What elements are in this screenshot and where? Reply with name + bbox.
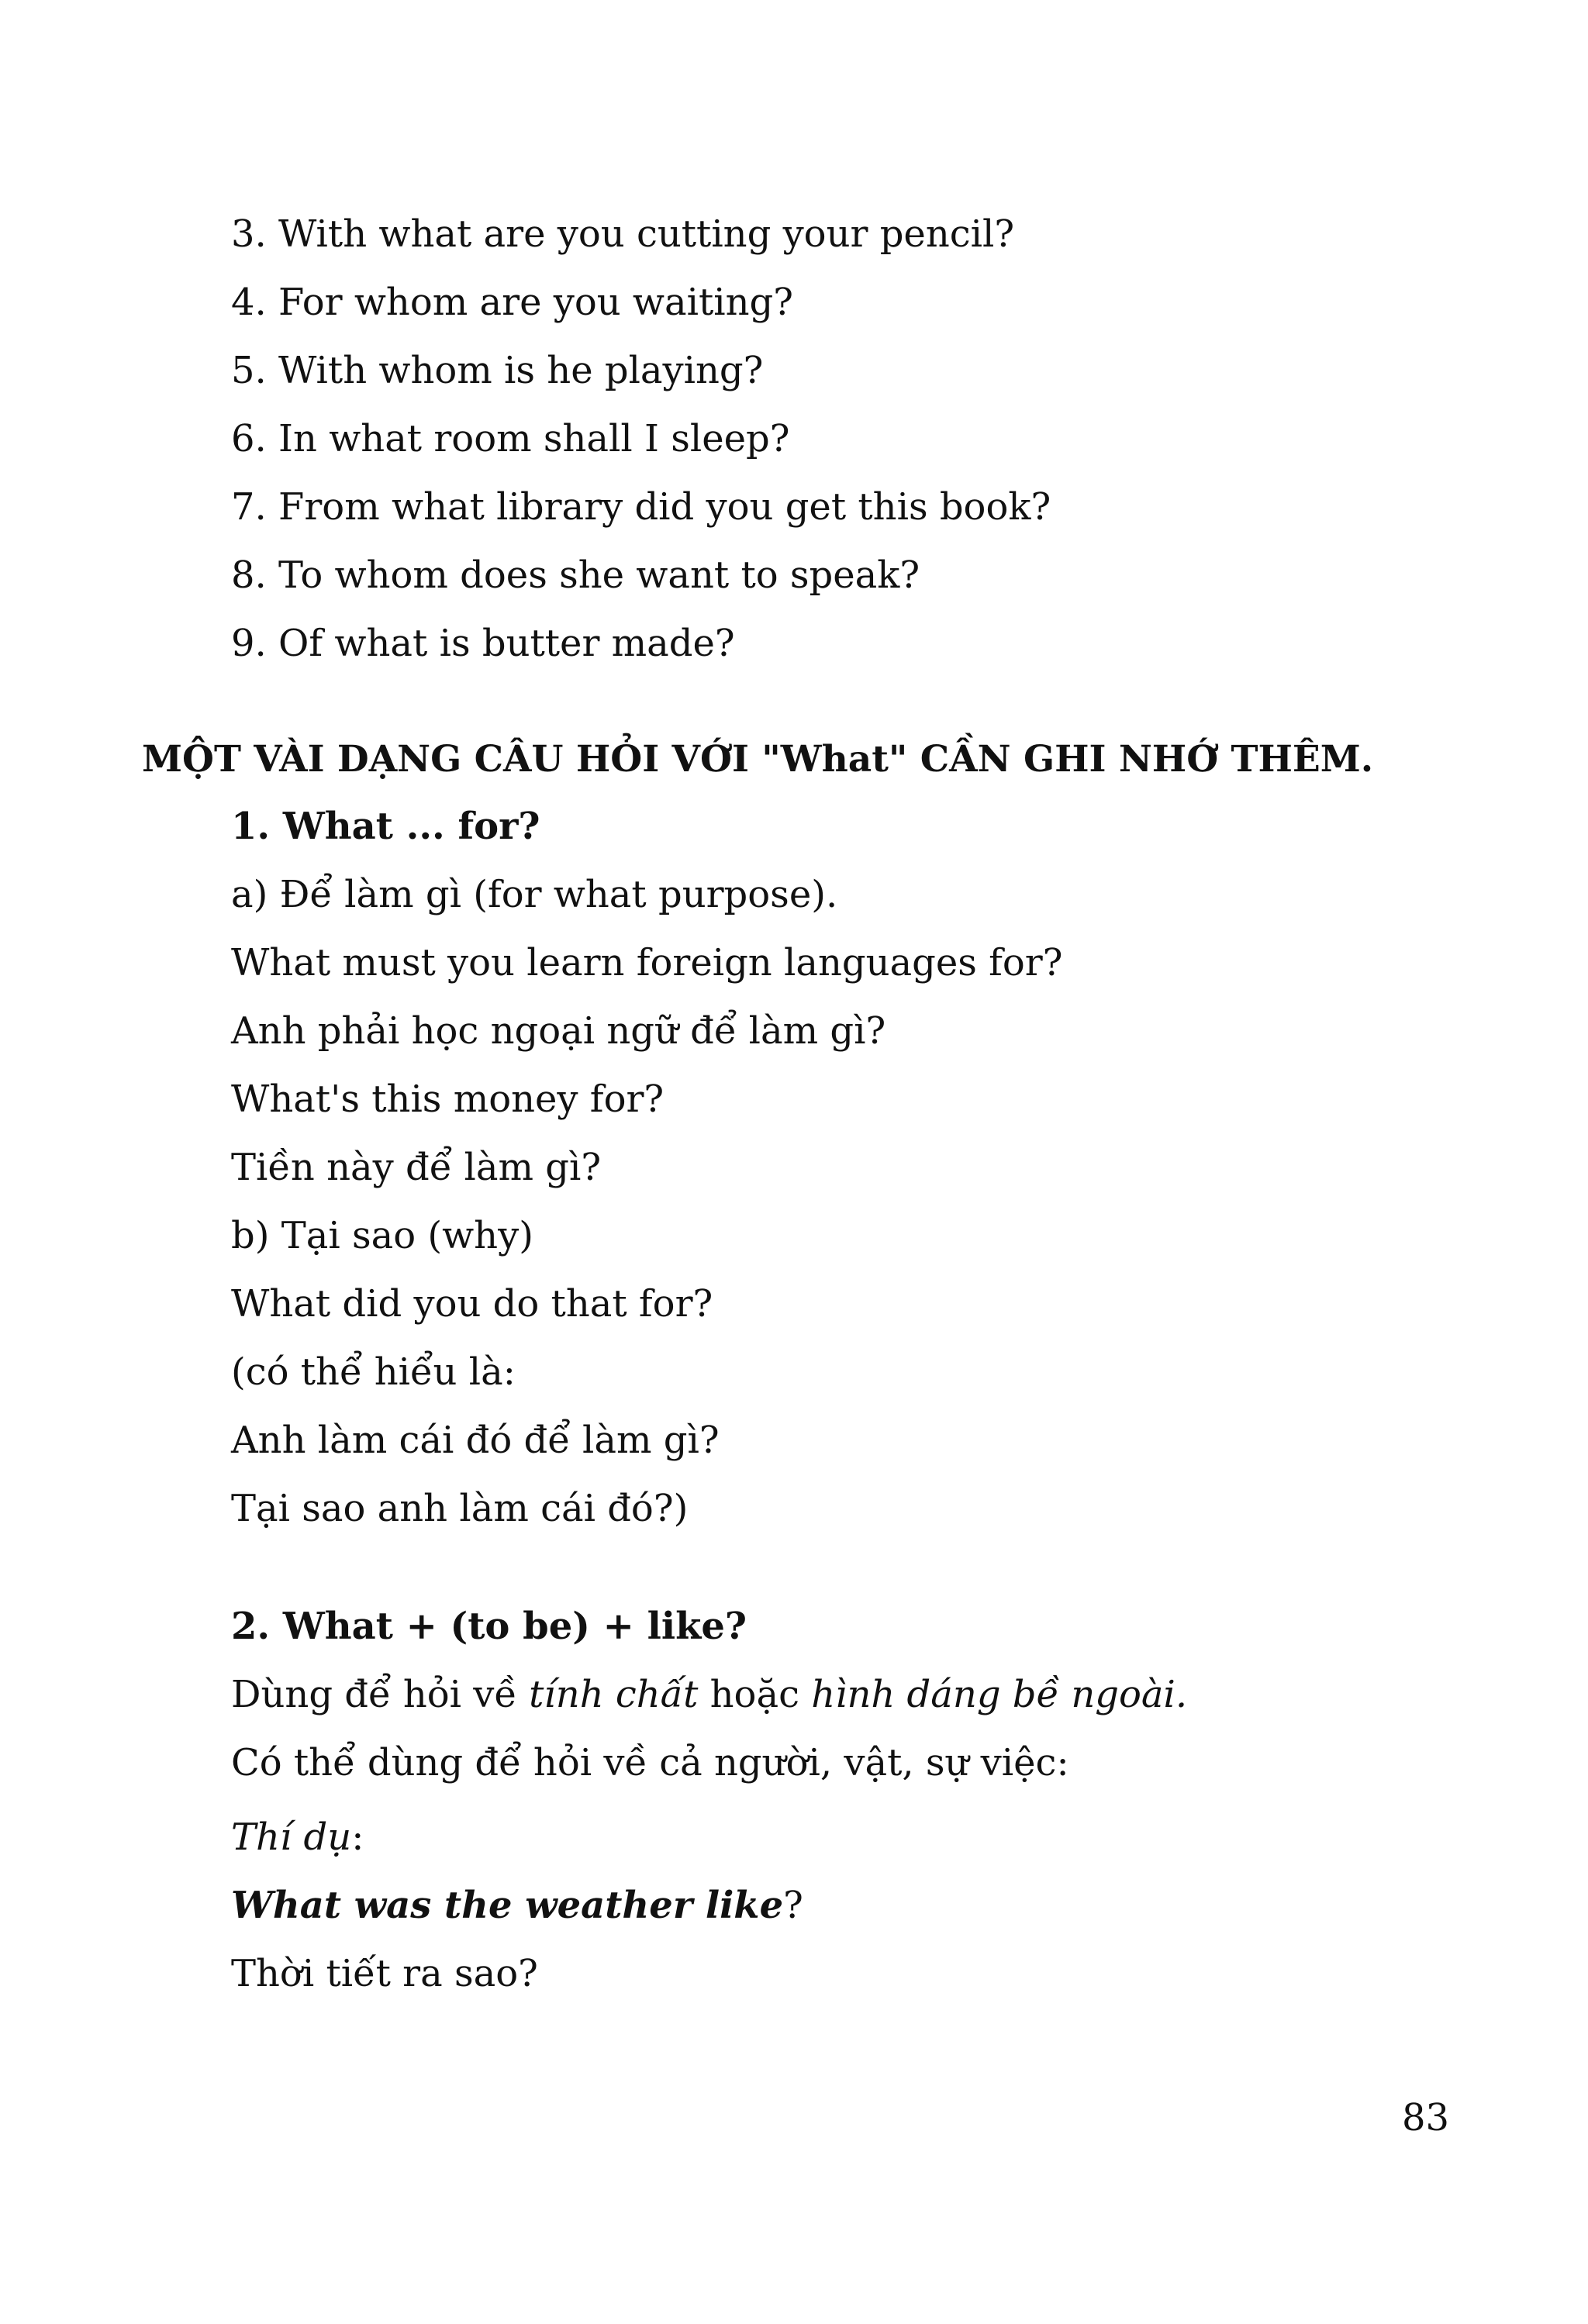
part1-line: (có thể hiểu là: bbox=[231, 1350, 516, 1394]
part1-line: Anh làm cái đó để làm gì? bbox=[231, 1419, 720, 1462]
example-label-line bbox=[231, 1814, 364, 1860]
part2-desc-emphasis: tính chất bbox=[529, 1673, 699, 1716]
part1-line: a) Để làm gì (for what purpose). bbox=[231, 873, 838, 916]
example-label: Thí dụ bbox=[231, 1815, 352, 1859]
part1-line: Tiền này để làm gì? bbox=[231, 1146, 602, 1189]
exercise-item: 4. For whom are you waiting? bbox=[231, 281, 793, 324]
exercise-item: 8. To whom does she want to speak? bbox=[231, 553, 920, 597]
part1-title: 1. What ... for? bbox=[231, 805, 540, 848]
part2-desc-prefix: Dùng để hỏi về bbox=[231, 1673, 530, 1716]
section-heading: MỘT VÀI DẠNG CÂU HỎI VỚI "What" CẦN GHI NHỚ THÊM. bbox=[142, 738, 1374, 781]
part2-desc-mid: hoặc bbox=[698, 1673, 812, 1716]
part2-description bbox=[231, 1671, 1187, 1718]
exercise-item: 7. From what library did you get this book? bbox=[231, 485, 1051, 529]
example-question: What was the weather like bbox=[231, 1884, 784, 1927]
example-question-line bbox=[231, 1882, 803, 1929]
part1-line: What's this money for? bbox=[231, 1078, 665, 1121]
example-question-mark: ? bbox=[783, 1884, 803, 1927]
page-number: 83 bbox=[1402, 2096, 1450, 2140]
part1-line: What did you do that for? bbox=[231, 1282, 713, 1326]
exercise-item: 5. With whom is he playing? bbox=[231, 349, 764, 392]
part2-line: Có thể dùng để hỏi về cả người, vật, sự việc: bbox=[231, 1741, 1069, 1784]
part1-line: b) Tại sao (why) bbox=[231, 1214, 533, 1257]
exercise-item: 9. Of what is butter made? bbox=[231, 622, 735, 665]
exercise-item: 3. With what are you cutting your pencil? bbox=[231, 212, 1015, 256]
part2-title: 2. What + (to be) + like? bbox=[231, 1605, 747, 1648]
part1-line: What must you learn foreign languages for? bbox=[231, 941, 1063, 984]
part1-line: Anh phải học ngoại ngữ để làm gì? bbox=[231, 1009, 886, 1053]
part2-desc-emphasis: hình dáng bề ngoài. bbox=[811, 1673, 1188, 1716]
example-colon: : bbox=[351, 1815, 364, 1859]
exercise-item: 6. In what room shall I sleep? bbox=[231, 417, 790, 460]
part1-line: Tại sao anh làm cái đó?) bbox=[231, 1487, 689, 1530]
example-answer: Thời tiết ra sao? bbox=[231, 1952, 538, 1995]
